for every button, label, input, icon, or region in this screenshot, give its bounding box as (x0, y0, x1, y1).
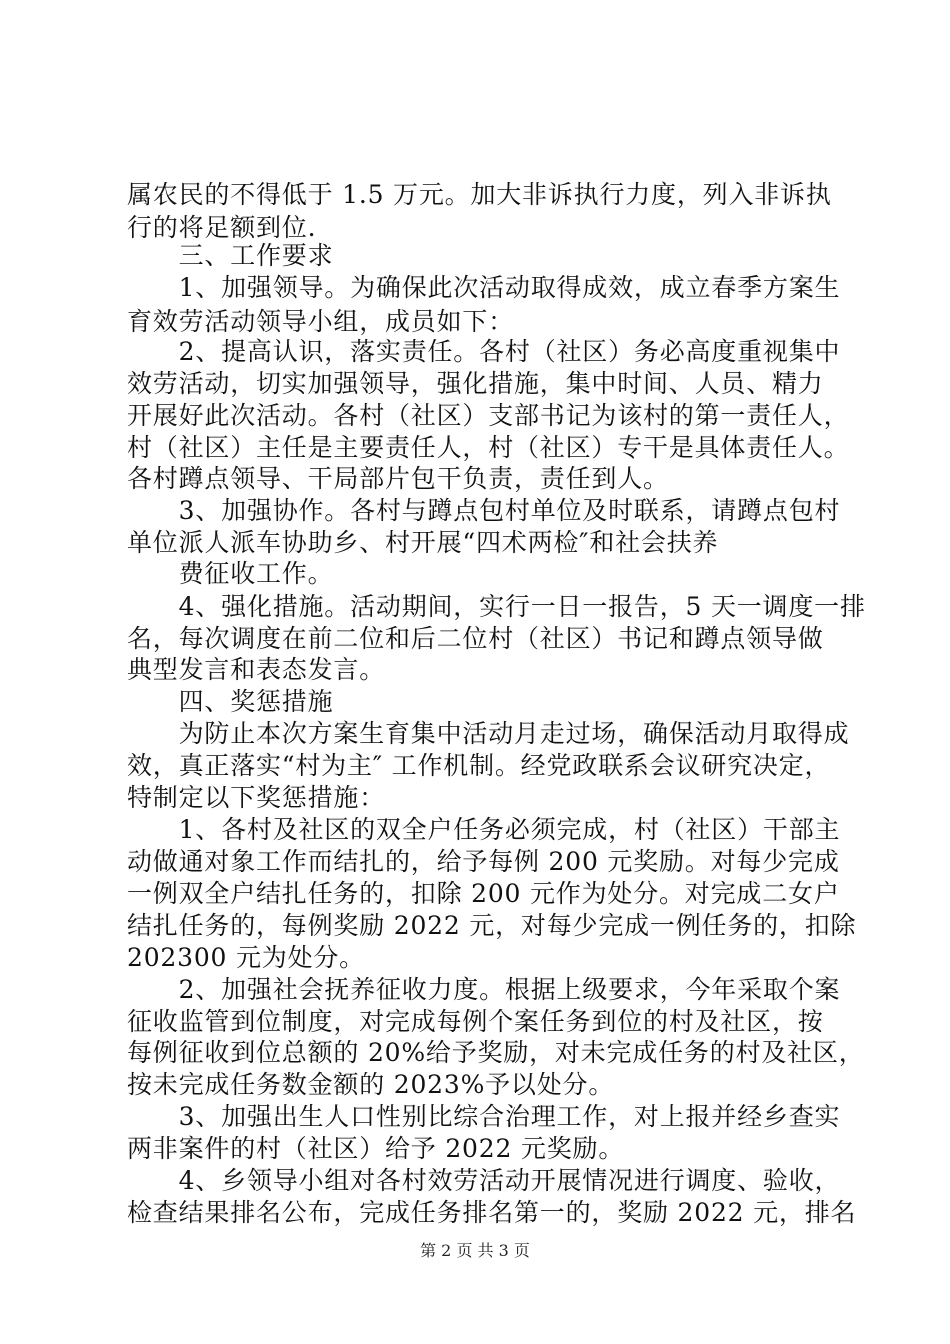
body-text-line: 村（社区）主任是主要责任人，村（社区）专干是具体责任人。 (127, 433, 850, 462)
body-text-line: 4、强化措施。活动期间，实行一日一报告，5 天一调度一排 (127, 592, 866, 621)
body-text-line: 结扎任务的，每例奖励 2022 元，对每少完成一例任务的，扣除 (127, 911, 857, 940)
body-text-line: 2、加强社会抚养征收力度。根据上级要求，今年采取个案 (127, 975, 841, 1004)
body-text-line: 征收监管到位制度，对完成每例个案任务到位的村及社区，按 (127, 1007, 824, 1036)
body-text-line: 行的将足额到位. (127, 213, 317, 242)
body-text-line: 2、提高认识，落实责任。各村（社区）务必高度重视集中 (127, 337, 841, 366)
body-text-line: 按未完成任务数金额的 2023%予以处分。 (127, 1070, 615, 1099)
body-text-line: 开展好此次活动。各村（社区）支部书记为该村的第一责任人， (127, 401, 850, 430)
body-text-line: 各村蹲点领导、干局部片包干负责，责任到人。 (127, 464, 669, 493)
section-heading: 三、工作要求 (127, 241, 334, 270)
body-text-line: 4、乡领导小组对各村效劳活动开展情况进行调度、验收， (127, 1166, 841, 1195)
body-text-line: 一例双全户结扎任务的，扣除 200 元作为处分。对完成二女户 (127, 879, 840, 908)
body-text-line: 动做通对象工作而结扎的，给予每例 200 元奖励。对每少完成 (127, 847, 840, 876)
body-text-line: 效，真正落实“村为主″ 工作机制。经党政联系会议研究决定， (127, 751, 831, 780)
body-text-line: 为防止本次方案生育集中活动月走过场，确保活动月取得成 (127, 719, 850, 748)
body-text-line: 费征收工作。 (127, 559, 334, 588)
body-text-line: 单位派人派车协助乡、村开展“四术两检″和社会扶养 (127, 528, 719, 557)
body-text-line: 202300 元为处分。 (127, 943, 365, 972)
body-text-line: 两非案件的村（社区）给予 2022 元奖励。 (127, 1134, 625, 1163)
body-text-line: 3、加强出生人口性别比综合治理工作，对上报并经乡查实 (127, 1102, 841, 1131)
page-number-footer: 第 2 页 共 3 页 (420, 1241, 530, 1260)
body-text-line: 属农民的不得低于 1.5 万元。加大非诉执行力度，列入非诉执 (127, 180, 832, 209)
body-text-line: 1、加强领导。为确保此次活动取得成效，成立春季方案生 (127, 273, 841, 302)
body-text-line: 1、各村及社区的双全户任务必须完成，村（社区）干部主 (127, 815, 841, 844)
body-text-line: 每例征收到位总额的 20%给予奖励，对未完成任务的村及社区， (127, 1038, 865, 1067)
body-text-line: 育效劳活动领导小组，成员如下： (127, 307, 515, 336)
body-text-line: 特制定以下奖惩措施： (127, 783, 386, 812)
body-text-line: 检查结果排名公布，完成任务排名第一的，奖励 2022 元，排名 (127, 1198, 857, 1227)
section-heading: 四、奖惩措施 (127, 687, 334, 716)
body-text-line: 名，每次调度在前二位和后二位村（社区）书记和蹲点领导做 (127, 624, 824, 653)
body-text-line: 效劳活动，切实加强领导，强化措施，集中时间、人员、精力 (127, 369, 824, 398)
body-text-line: 3、加强协作。各村与蹲点包村单位及时联系，请蹲点包村 (127, 496, 841, 525)
body-text-line: 典型发言和表态发言。 (127, 655, 386, 684)
